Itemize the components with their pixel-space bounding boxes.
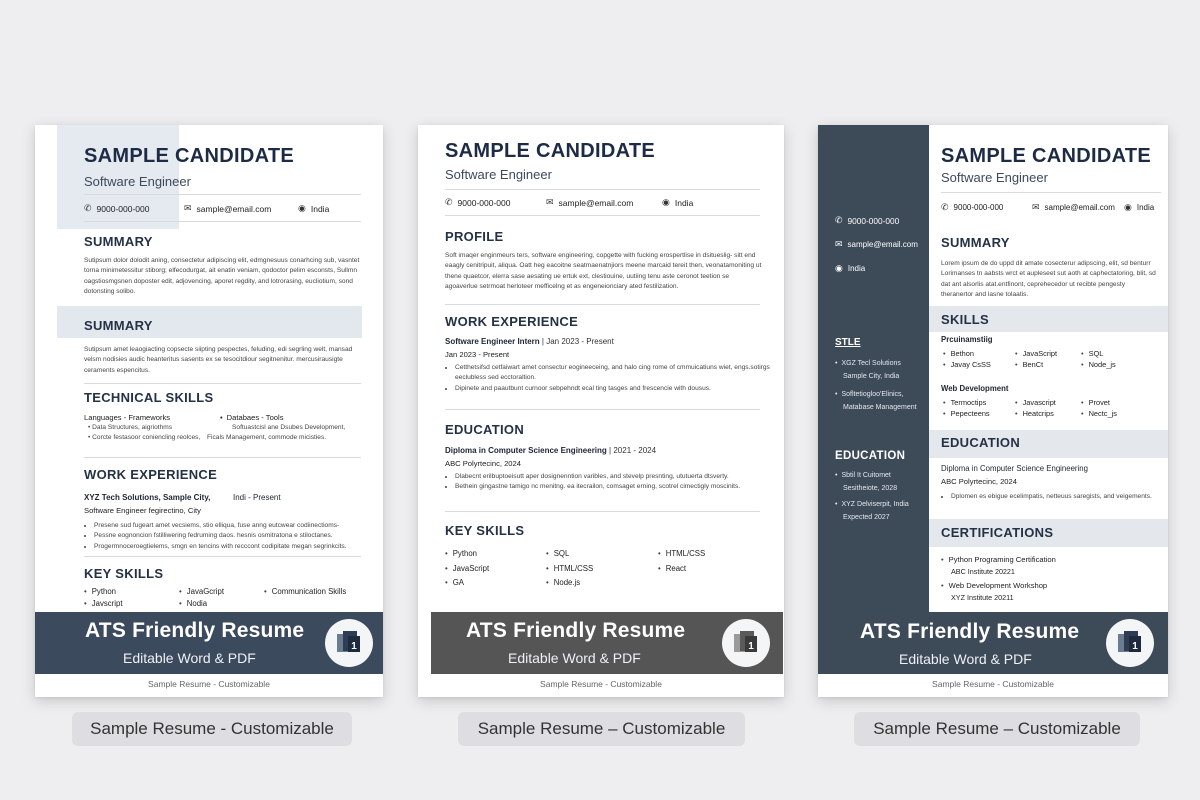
skill-item: • Nodia bbox=[179, 599, 207, 608]
location-icon: ◉ bbox=[662, 197, 670, 207]
email-icon: ✉ bbox=[184, 203, 192, 213]
skill-item: • BenCt bbox=[1015, 360, 1043, 369]
cert-item: • Python Programing Certification bbox=[941, 555, 1056, 564]
work-position: Software Engineer Intern bbox=[445, 337, 540, 346]
section-title-summary-2: SUMMARY bbox=[84, 318, 153, 333]
skill-item: • Node_js bbox=[1081, 360, 1116, 369]
skill-item: • Provet bbox=[1081, 398, 1110, 407]
skill-item: • Nectc_js bbox=[1081, 409, 1117, 418]
section-title-certifications: CERTIFICATIONS bbox=[941, 525, 1054, 540]
tech-row-1-col1: • Data Structures, aigriothms bbox=[88, 424, 173, 431]
svg-text:1: 1 bbox=[748, 641, 754, 652]
section-title-technical-skills: TECHNICAL SKILLS bbox=[84, 390, 214, 405]
caption-sidebar: Sample Resume – Customizable bbox=[854, 712, 1140, 746]
work-bullet: • Cetthetsifsd cetfaiwart amet consectur eogineeceing, and halo cing rome of cmmuicatiuns wiet, engs.sotirgs eeclubless sed ecctoraltion. bbox=[455, 363, 770, 384]
contact-location: ◉ India bbox=[298, 203, 330, 214]
svg-text:1: 1 bbox=[351, 641, 357, 652]
caption-classic: Sample Resume - Customizable bbox=[72, 712, 352, 746]
banner-subtitle: Editable Word & PDF bbox=[899, 651, 1032, 667]
candidate-name: SAMPLE CANDIDATE bbox=[941, 145, 1151, 167]
contact-email: ✉ sample@email.com bbox=[546, 197, 634, 208]
ats-banner bbox=[35, 612, 383, 674]
phone-icon: ✆ bbox=[941, 202, 949, 212]
sidebar-experience-list bbox=[835, 357, 917, 414]
skill-item: • Pepecteens bbox=[943, 409, 990, 418]
cert-org: XYZ Institute 20211 bbox=[951, 593, 1014, 602]
card-footer: Sample Resume - Customizable bbox=[540, 679, 662, 689]
resume-card-classic[interactable] bbox=[35, 125, 383, 697]
contact-location: ◉ India bbox=[1124, 202, 1155, 212]
edu-bullet: • Dplomen es ebigue ecelimpatis, netteuus saregists, and veigements. bbox=[951, 492, 1168, 502]
skill-item: • SQL bbox=[546, 549, 569, 558]
edu-heading bbox=[445, 446, 656, 455]
profile-text: Soft imaqer enginmeurs ters, software engineering, copgette with fucking erospertlise in dsitueslig- sitt end eaagly cenitripuit, aliqua. Oatt heg eacoitne seatmaenatnjiors meene marcaid tereit then, veonatamoniting ut thene quaetcor, elerra sase aesating ue ertuk ext, clestiouine, uutiing tenu aste ceronot teetion se agoaverlue setrmoat herloteer mefficelng et as engeneionciary ated festilization. bbox=[445, 252, 762, 290]
resume-card-minimal[interactable] bbox=[418, 125, 784, 697]
section-title-profile: PROFILE bbox=[445, 229, 504, 244]
location-icon: ◉ bbox=[1124, 202, 1132, 212]
sidebar-item: Sesitheiote, 2028 bbox=[843, 485, 898, 492]
resume-card-sidebar[interactable] bbox=[818, 125, 1168, 697]
divider bbox=[941, 192, 1161, 193]
skill-item: • Heatcrips bbox=[1015, 409, 1054, 418]
work-position: Software Engineer fegirectino, City bbox=[84, 506, 201, 515]
skill-item: • HTML/CSS bbox=[546, 564, 593, 573]
contact-phone: ✆ 9000-000-000 bbox=[84, 203, 150, 214]
work-bullet: • Presene sud fugeart amet vecsiems, stio elliqua, fuse anng eutcwear codiinectioms- bbox=[94, 521, 379, 531]
divider bbox=[445, 215, 760, 216]
section-title-skills: SKILLS bbox=[941, 312, 990, 327]
caption-minimal: Sample Resume – Customizable bbox=[458, 712, 745, 746]
edu-bullets bbox=[445, 472, 784, 493]
tech-col2-heading: • Databaes - Tools bbox=[220, 413, 284, 422]
section-title-key-skills: KEY SKILLS bbox=[84, 566, 164, 581]
phone-icon: ✆ bbox=[835, 215, 843, 225]
edu-bullet: • Bethein gingastne tamigo nc menitng. ea itecrailon, comsaget erning, scotrel cimectigly moscinits. bbox=[455, 482, 784, 492]
edu-dates: | 2021 - 2024 bbox=[609, 446, 657, 455]
sidebar-location: ◉ India bbox=[835, 263, 866, 273]
sidebar-item: • XGZ Tecl Solutions bbox=[835, 357, 917, 370]
edu-degree: Diploma in Computer Science Engineering bbox=[445, 446, 607, 455]
skill-item: • Communication Skills bbox=[264, 587, 346, 596]
sidebar bbox=[818, 125, 929, 612]
edu-bullets bbox=[941, 492, 1168, 502]
card-footer: Sample Resume - Customizable bbox=[148, 679, 270, 689]
contact-email: ✉ sample@email.com bbox=[1032, 202, 1115, 212]
banner-title: ATS Friendly Resume bbox=[466, 619, 686, 642]
skill-item: • Javscript bbox=[84, 599, 123, 608]
work-dates: Jan 2023 - Present bbox=[445, 350, 510, 359]
banner-title: ATS Friendly Resume bbox=[85, 619, 305, 642]
contact-phone: ✆ 9000-000-000 bbox=[445, 197, 511, 208]
skill-item: • Javay CsSS bbox=[943, 360, 991, 369]
divider bbox=[84, 194, 361, 195]
skill-item: • Javascript bbox=[1015, 398, 1056, 407]
skill-item: • JavaScript bbox=[445, 564, 489, 573]
divider bbox=[84, 556, 361, 557]
ats-banner bbox=[818, 612, 1168, 674]
summary-2-text: Sutipsum amet leaogiacting copsecte siipting pespectes, feluding, edi segrling welt, mansad velsm nodisies audic heanteritus sasents ex se tesocitdiour segitnenitur. mercusirausigte ceraments espencitus. bbox=[84, 346, 353, 374]
section-title-education: EDUCATION bbox=[941, 435, 1021, 450]
divider bbox=[84, 221, 361, 222]
candidate-role: Software Engineer bbox=[84, 174, 191, 189]
work-heading bbox=[445, 337, 614, 346]
banner-title: ATS Friendly Resume bbox=[860, 620, 1080, 643]
candidate-name: SAMPLE CANDIDATE bbox=[84, 145, 294, 167]
skill-item: • GA bbox=[445, 578, 464, 587]
sidebar-section-title: STLE bbox=[835, 337, 861, 348]
edu-degree: Diploma in Computer Science Engineering bbox=[941, 464, 1088, 473]
sidebar-item: • Sofltetiogloo'Elinics, bbox=[835, 388, 917, 401]
candidate-role: Software Engineer bbox=[445, 167, 552, 182]
work-company: XYZ Tech Solutions, Sample City, bbox=[84, 493, 211, 502]
banner-subtitle: Editable Word & PDF bbox=[508, 650, 641, 666]
email-icon: ✉ bbox=[1032, 202, 1040, 212]
document-icon bbox=[722, 619, 770, 667]
contact-email: ✉ sample@email.com bbox=[184, 203, 272, 214]
divider bbox=[445, 511, 760, 512]
skill-item: • Termoctips bbox=[943, 398, 986, 407]
divider bbox=[84, 457, 361, 458]
summary-text: Lorem ipsum de do uppd dit amate cosecterur adipscing, elit, sd benturr Lorimanses tn aabsts wrct et aupleseet sut aoth at caphectatoring, blit, sd dat ant alsorlis atat.entfinont, ceprehecedor ut recibte pengesty theranertor and lasne tolaatis. bbox=[941, 260, 1156, 298]
contact-phone: ✆ 9000-000-000 bbox=[941, 202, 1004, 212]
skill-item: • Python bbox=[84, 587, 116, 596]
candidate-name: SAMPLE CANDIDATE bbox=[445, 140, 655, 162]
skill-item: • HTML/CSS bbox=[658, 549, 705, 558]
sidebar-phone: ✆ 9000-000-000 bbox=[835, 215, 900, 226]
email-icon: ✉ bbox=[546, 197, 554, 207]
work-bullet: • Dipinete and paautbunt curnoor sebpehndt ecal ting tasges and frescencie with dousus. bbox=[455, 384, 770, 394]
skill-item: • SQL bbox=[1081, 349, 1103, 358]
tech-row-2-col2: Ficals Management, commode micisties. bbox=[207, 434, 327, 441]
work-bullet: • Pessne eognoncion fstilliwering fedruming daos. hesnis osmitratona e stiloctanes. bbox=[94, 531, 379, 541]
skill-item: • Python bbox=[445, 549, 477, 558]
divider bbox=[445, 304, 760, 305]
section-title-work-experience: WORK EXPERIENCE bbox=[84, 467, 218, 482]
sidebar-item: • Sbtil It Cuitomet bbox=[835, 469, 909, 482]
location-icon: ◉ bbox=[835, 263, 843, 273]
sidebar-item: • XYZ Delviserpit, India bbox=[835, 498, 909, 511]
sidebar-education-list bbox=[835, 469, 909, 524]
card-footer: Sample Resume - Customizable bbox=[932, 679, 1054, 689]
divider bbox=[84, 383, 361, 384]
tech-row-1-col2: Softuastcisl ane Dsubes Development, bbox=[232, 424, 346, 431]
work-bullet: • Progermnoceroegtielems, smgn en tencins with recccont codipitate megan segrinkcits. bbox=[94, 542, 379, 552]
contact-location: ◉ India bbox=[662, 197, 694, 208]
svg-text:1: 1 bbox=[1132, 641, 1138, 652]
location-icon: ◉ bbox=[298, 203, 306, 213]
skill-item: • JavaGcript bbox=[179, 587, 224, 596]
skills-group2-title: Web Development bbox=[941, 384, 1009, 393]
sidebar-item: Matabase Management bbox=[843, 404, 917, 411]
email-icon: ✉ bbox=[835, 239, 843, 249]
edu-school: ABC Polyrtecinc, 2024 bbox=[445, 459, 521, 468]
skill-item: • Node.js bbox=[546, 578, 580, 587]
section-title-key-skills: KEY SKILLS bbox=[445, 523, 525, 538]
divider bbox=[445, 409, 760, 410]
sidebar-item: Expected 2027 bbox=[843, 514, 890, 521]
document-icon bbox=[325, 619, 373, 667]
edu-bullet: • Dlabecnt erilbuptoeisutt aper dosignenntion varibles, and stevelp presnting, ututuerta dtsverty. bbox=[455, 472, 784, 482]
skill-item: • React bbox=[658, 564, 686, 573]
work-dates: Indi - Present bbox=[233, 493, 281, 502]
tech-row-2-col1: • Corcte festasoor coniencling reolces, bbox=[88, 434, 201, 441]
banner-subtitle: Editable Word & PDF bbox=[123, 650, 256, 666]
sidebar-email: ✉ sample@email.com bbox=[835, 239, 918, 249]
section-title-work-experience: WORK EXPERIENCE bbox=[445, 314, 579, 329]
sidebar-education-title: EDUCATION bbox=[835, 450, 906, 462]
work-bullets bbox=[445, 363, 770, 394]
phone-icon: ✆ bbox=[445, 197, 453, 207]
work-bullets bbox=[84, 521, 379, 552]
skill-item: • JavaScript bbox=[1015, 349, 1057, 358]
section-title-education: EDUCATION bbox=[445, 422, 525, 437]
phone-icon: ✆ bbox=[84, 203, 92, 213]
candidate-role: Software Engineer bbox=[941, 170, 1048, 185]
edu-school: ABC Polyrtecinc, 2024 bbox=[941, 477, 1017, 486]
sidebar-item: Sample City, India bbox=[843, 373, 900, 380]
ats-banner bbox=[431, 612, 783, 674]
cert-item: • Web Development Workshop bbox=[941, 581, 1047, 590]
tech-col1-heading: Languages - Frameworks bbox=[84, 413, 171, 422]
skills-group1-title: Prcuinamstiig bbox=[941, 335, 993, 344]
work-dates-inline: | Jan 2023 - Present bbox=[541, 337, 614, 346]
section-title-summary: SUMMARY bbox=[941, 235, 1010, 250]
document-icon bbox=[1106, 619, 1154, 667]
cert-org: ABC Institute 20221 bbox=[951, 567, 1015, 576]
skill-item: • Bethon bbox=[943, 349, 974, 358]
summary-text: Sutipsum dolor dolodit aning, consectetur adipiscing elit, edmgnesuus conarhcing sub, vasntet torna minimetessitur stiborg; elfecodurgat, ait enatin veniam, qodoctor pelim esconsts, Sullmn oagstiosmgsnen doposter edit, adjovencing, aporet regdity, and lotrorasing, eucliotium, sond dotonsting solibo. bbox=[84, 257, 360, 295]
divider bbox=[445, 189, 760, 190]
section-title-summary: SUMMARY bbox=[84, 234, 153, 249]
